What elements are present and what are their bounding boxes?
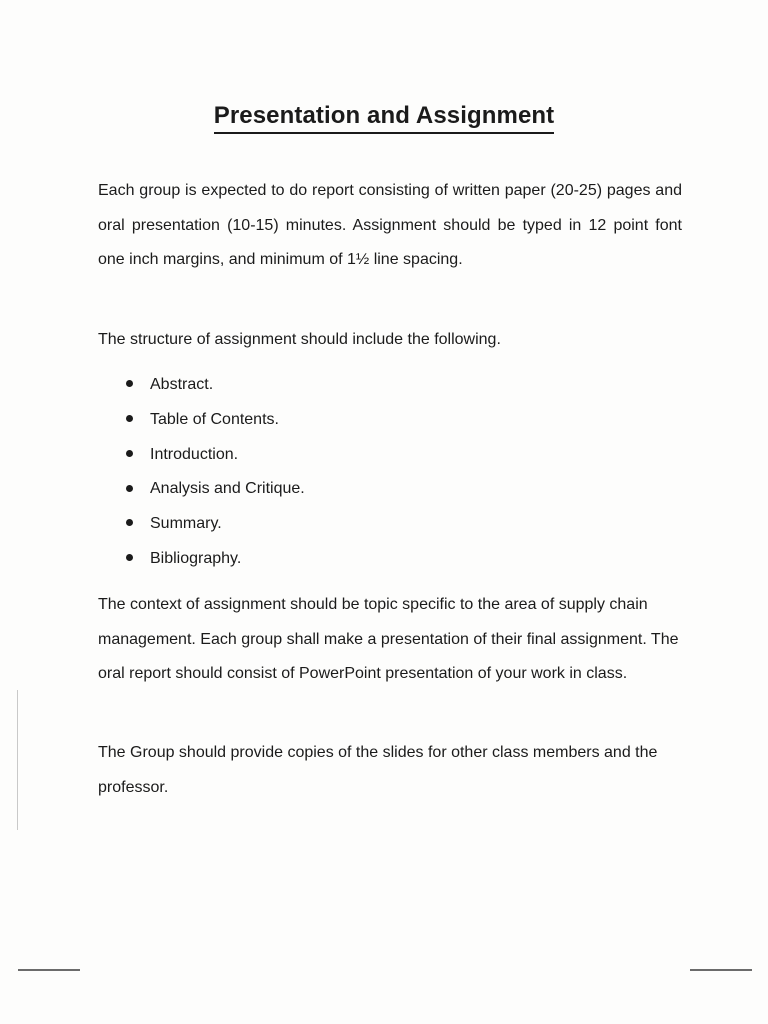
- list-item: [126, 472, 305, 507]
- scan-edge-mark: [17, 690, 18, 830]
- bullet-icon: [126, 485, 133, 492]
- list-item: [126, 403, 305, 438]
- scan-edge-mark: [18, 969, 80, 971]
- list-item: [126, 542, 305, 577]
- scan-edge-mark: [690, 969, 752, 971]
- structure-list: [126, 368, 305, 577]
- document-title: [0, 101, 768, 134]
- list-item-text: Bibliography.: [150, 549, 242, 567]
- bullet-icon: [126, 450, 133, 457]
- list-item: [126, 507, 305, 542]
- document-title-text: Presentation and Assignment: [214, 101, 555, 134]
- list-item-text: Introduction.: [150, 445, 239, 463]
- list-item-text: Table of Contents.: [150, 410, 279, 428]
- bullet-icon: [126, 415, 133, 422]
- intro-paragraph: Each group is expected to do report consisting of written paper (20-25) pages and oral presentation (10-15) minutes. Assignment should be typed in 12 point font one inch margins, and minimum of 1½ line spacing.: [98, 182, 682, 268]
- list-item-text: Analysis and Critique.: [150, 480, 305, 498]
- list-item-text: Summary.: [150, 515, 222, 533]
- closing-paragraph: The Group should provide copies of the slides for other class members and the professor.: [98, 744, 658, 796]
- context-paragraph: The context of assignment should be topic specific to the area of supply chain management. Each group shall make a presentation of their final assignment. The oral report should consist of PowerPoint presentation of your work in class.: [98, 596, 679, 682]
- list-item: [126, 438, 305, 473]
- list-item-text: Abstract.: [150, 376, 214, 393]
- bullet-icon: [126, 554, 133, 561]
- structure-intro: The structure of assignment should include the following.: [98, 331, 501, 348]
- bullet-icon: [126, 380, 133, 387]
- list-item: [126, 368, 305, 403]
- bullet-icon: [126, 519, 133, 526]
